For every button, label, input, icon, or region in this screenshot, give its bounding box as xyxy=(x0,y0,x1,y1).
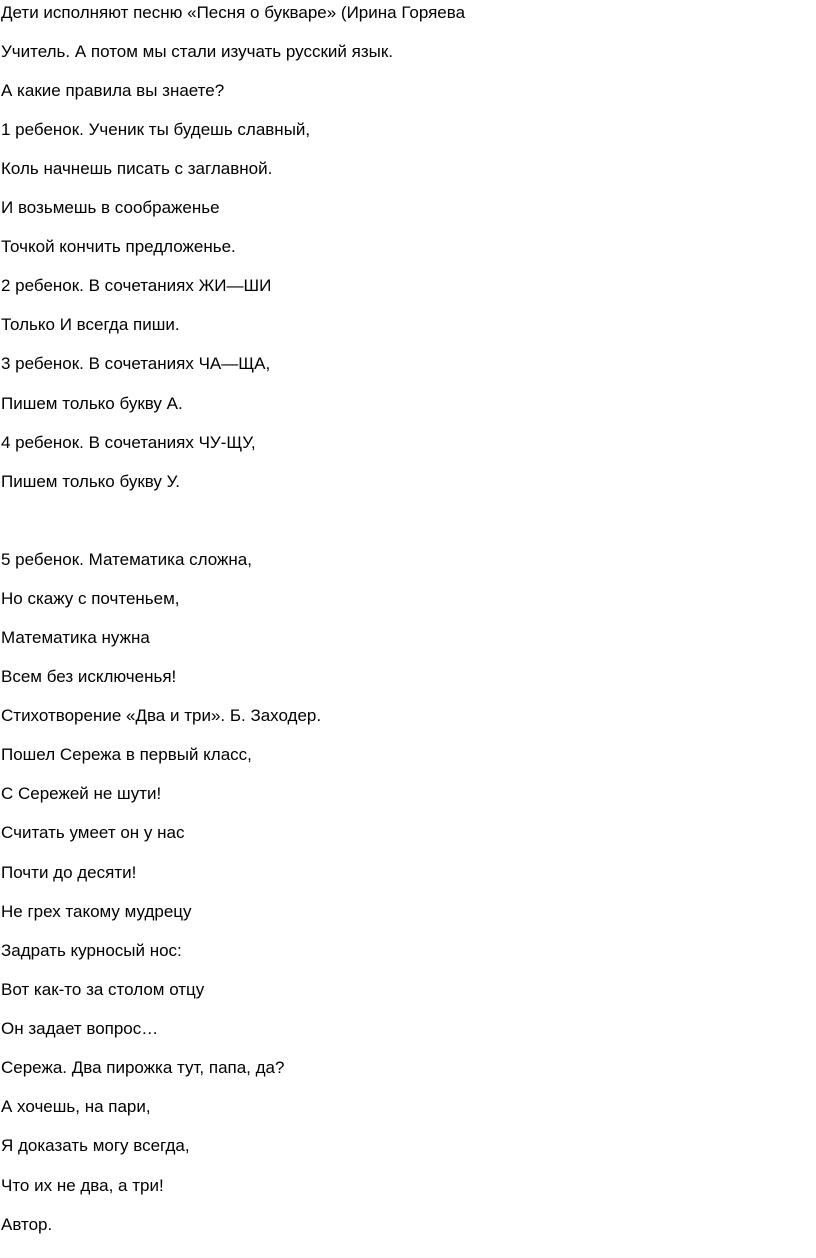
text-line: Вот как-то за столом отцу xyxy=(1,980,205,999)
text-line: Я доказать могу всегда, xyxy=(1,1136,190,1155)
text-line: 5 ребенок. Математика сложна, xyxy=(1,550,252,569)
text-line: Он задает вопрос… xyxy=(1,1019,159,1038)
text-line: Учитель. А потом мы стали изучать русский язык. xyxy=(1,42,393,61)
text-line: 3 ребенок. В сочетаниях ЧА—ЩА, xyxy=(1,354,271,373)
text-line: С Сережей не шути! xyxy=(1,784,162,803)
text-line: Задрать курносый нос: xyxy=(1,941,182,960)
text-line: Пишем только букву А. xyxy=(1,394,183,413)
text-line: А какие правила вы знаете? xyxy=(1,81,225,100)
text-line: Считать умеет он у нас xyxy=(1,823,185,842)
text-line: Автор. xyxy=(1,1215,53,1234)
text-line: 4 ребенок. В сочетаниях ЧУ-ЩУ, xyxy=(1,433,256,452)
text-line: Что их не два, а три! xyxy=(1,1176,164,1195)
text-line: Стихотворение «Два и три». Б. Заходер. xyxy=(1,706,322,725)
text-line: Не грех такому мудрецу xyxy=(1,902,192,921)
text-line: Точкой кончить предложенье. xyxy=(1,237,236,256)
text-line: Пишем только букву У. xyxy=(1,472,180,491)
text-line: Пошел Сережа в первый класс, xyxy=(1,745,252,764)
text-line: Математика нужна xyxy=(1,628,150,647)
text-line: Но скажу с почтеньем, xyxy=(1,589,180,608)
text-line: И возьмешь в соображенье xyxy=(1,198,220,217)
text-line: Коль начнешь писать с заглавной. xyxy=(1,159,273,178)
text-line: Всем без исключенья! xyxy=(1,667,177,686)
text-line: Сережа. Два пирожка тут, папа, да? xyxy=(1,1058,285,1077)
text-line: А хочешь, на пари, xyxy=(1,1097,151,1116)
text-line: 2 ребенок. В сочетаниях ЖИ—ШИ xyxy=(1,276,272,295)
text-line: Только И всегда пиши. xyxy=(1,315,180,334)
text-line: Почти до десяти! xyxy=(1,863,137,882)
text-line: 1 ребенок. Ученик ты будешь славный, xyxy=(1,120,311,139)
text-line: Дети исполняют песню «Песня о букваре» (Ирина Горяева xyxy=(1,3,466,22)
